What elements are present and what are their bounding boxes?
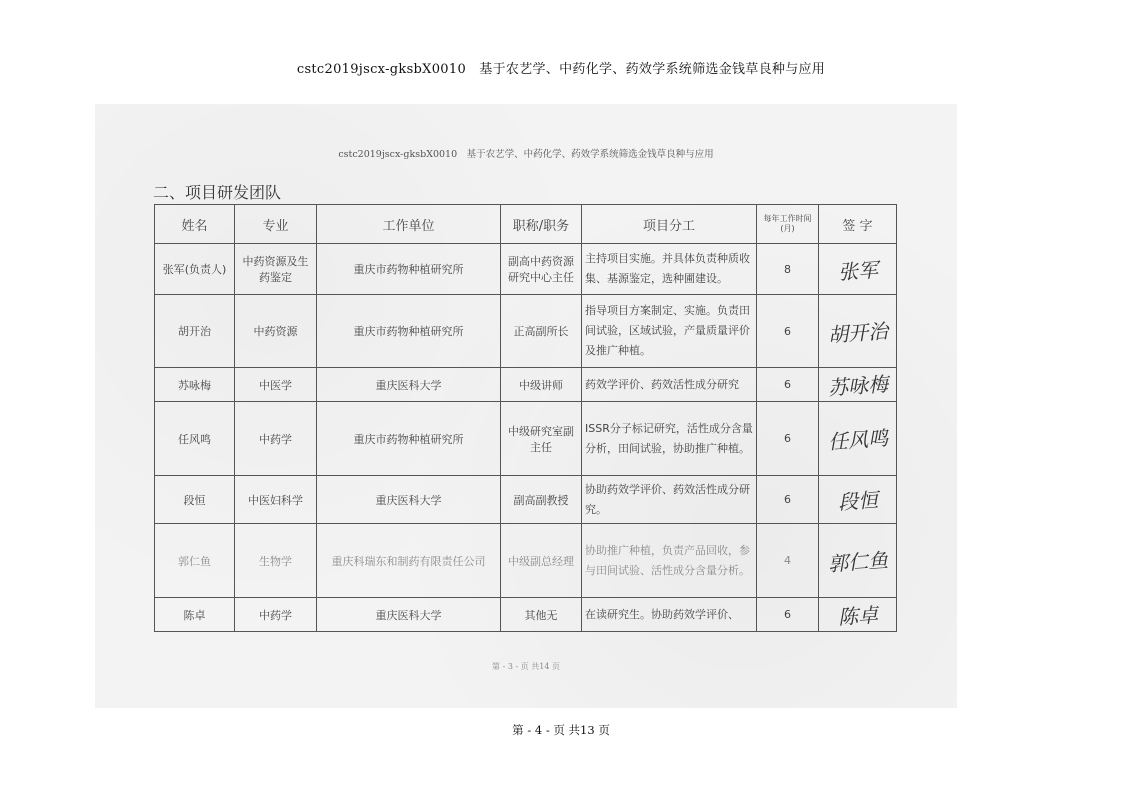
section-title: 二、项目研发团队 [153,183,282,202]
scan-footer: 第 - 3 - 页 共14 页 [492,662,560,671]
cell-name: 郭仁鱼 [155,524,235,598]
cell-months: 6 [757,598,819,632]
table-row [155,598,897,632]
header-months: 每年工作时间(月) [757,205,819,244]
cell-months: 4 [757,524,819,598]
cell-months: 6 [757,476,819,524]
cell-title: 中级研究室副主任 [501,402,582,476]
cell-duty: ISSR分子标记研究，活性成分含量分析，田间试验，协助推广种植。 [582,402,757,476]
cell-major: 中药资源及生药鉴定 [235,244,317,295]
cell-unit: 重庆科瑞东和制药有限责任公司 [317,524,501,598]
cell-signature [819,244,897,295]
table-row [155,524,897,598]
cell-major: 中药学 [235,598,317,632]
cell-name: 苏咏梅 [155,368,235,402]
page-footer: 第 - 4 - 页 共13 页 [512,723,610,737]
cell-duty: 药效学评价、药效活性成分研究 [582,368,757,402]
cell-name: 陈卓 [155,598,235,632]
table-row [155,368,897,402]
handwritten-signature: 郭仁鱼 [826,547,889,577]
cell-signature [819,476,897,524]
cell-signature [819,524,897,598]
table-row [155,402,897,476]
cell-months: 8 [757,244,819,295]
handwritten-signature: 段恒 [836,487,879,515]
page-header: cstc2019jscx-gksbX0010 基于农艺学、中药化学、药效学系统筛选金钱草良种与应用 [296,62,826,77]
cell-title: 中级讲师 [501,368,582,402]
cell-signature [819,368,897,402]
header-major: 专业 [235,205,317,244]
cell-major: 中药学 [235,402,317,476]
cell-unit: 重庆市药物种植研究所 [317,244,501,295]
header-signature: 签 字 [819,205,897,244]
cell-name: 任风鸣 [155,402,235,476]
handwritten-signature: 张军 [836,257,879,284]
cell-duty: 在读研究生。协助药效学评价、 [582,598,757,632]
table-header-row [155,205,897,244]
cell-duty: 协助药效学评价、药效活性成分研究。 [582,476,757,524]
header-name: 姓名 [155,205,235,244]
cell-duty: 指导项目方案制定、实施。负责田间试验，区域试验，产量质量评价及推广种植。 [582,295,757,368]
table-row [155,295,897,368]
cell-title: 副高中药资源研究中心主任 [501,244,582,295]
scan-header: cstc2019jscx-gksbX0010 基于农艺学、中药化学、药效学系统筛选金钱草良种与应用 [338,149,714,160]
handwritten-signature: 苏咏梅 [826,371,889,401]
cell-title: 中级副总经理 [501,524,582,598]
cell-major: 生物学 [235,524,317,598]
cell-unit: 重庆市药物种植研究所 [317,402,501,476]
scanned-page [95,104,957,708]
team-table [154,204,897,632]
cell-signature [819,402,897,476]
cell-name: 胡开治 [155,295,235,368]
cell-title: 其他无 [501,598,582,632]
cell-duty: 主持项目实施。并具体负责种质收集、基源鉴定，选种圃建设。 [582,244,757,295]
cell-major: 中医学 [235,368,317,402]
cell-name: 张军(负责人) [155,244,235,295]
header-duty: 项目分工 [582,205,757,244]
header-unit: 工作单位 [317,205,501,244]
cell-signature [819,598,897,632]
cell-signature [819,295,897,368]
cell-months: 6 [757,368,819,402]
header-title: 职称/职务 [501,205,582,244]
handwritten-signature: 任风鸣 [826,425,889,455]
cell-months: 6 [757,295,819,368]
cell-major: 中药资源 [235,295,317,368]
cell-unit: 重庆市药物种植研究所 [317,295,501,368]
handwritten-signature: 陈卓 [836,602,879,630]
cell-unit: 重庆医科大学 [317,598,501,632]
cell-months: 6 [757,402,819,476]
cell-name: 段恒 [155,476,235,524]
table-row [155,244,897,295]
cell-major: 中医妇科学 [235,476,317,524]
cell-title: 副高副教授 [501,476,582,524]
cell-duty: 协助推广种植，负责产品回收，参与田间试验、活性成分含量分析。 [582,524,757,598]
cell-unit: 重庆医科大学 [317,476,501,524]
table-row [155,476,897,524]
cell-unit: 重庆医科大学 [317,368,501,402]
handwritten-signature: 胡开治 [826,318,889,347]
cell-title: 正高副所长 [501,295,582,368]
